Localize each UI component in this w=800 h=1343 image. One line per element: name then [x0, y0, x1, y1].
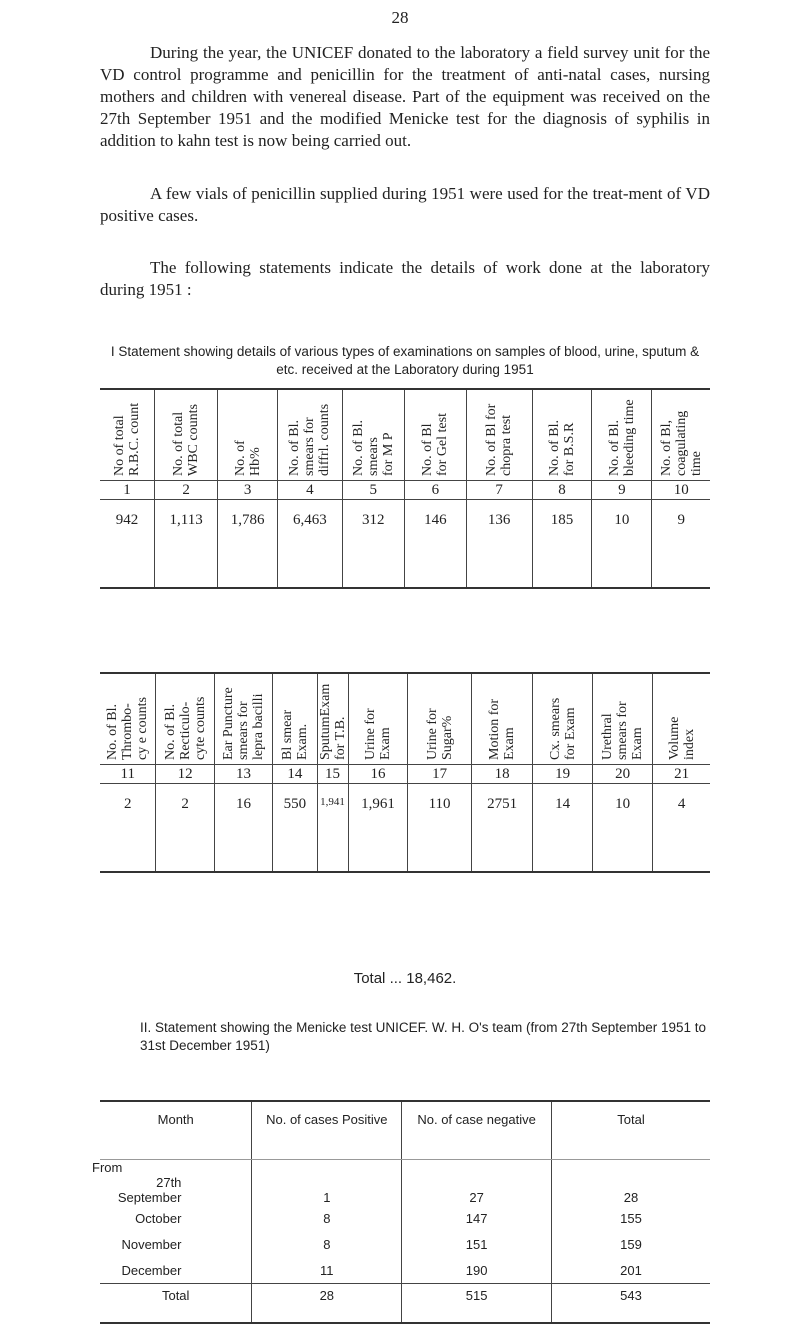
table-row	[100, 1257, 710, 1284]
total-cell: 201	[620, 1262, 642, 1278]
value-cell: 942	[100, 500, 155, 589]
paragraph-text: A few vials of penicillin supplied during 1951 were used for the treat-ment of VD positive cases.	[100, 184, 710, 225]
table-row	[100, 1205, 710, 1231]
value-cell: 10	[592, 500, 652, 589]
column-number: 9	[592, 481, 652, 500]
header-text: Ear Puncture smears for lepra bacilli	[221, 687, 267, 760]
column-header	[278, 389, 342, 481]
paragraph-penicillin	[100, 183, 710, 227]
header-text: Bl smear Exam.	[279, 709, 310, 760]
column-header-positive: No. of cases Positive	[252, 1101, 402, 1160]
column-header	[466, 389, 532, 481]
value-cell: 1,113	[155, 500, 218, 589]
positive-cell: 1	[252, 1160, 402, 1206]
from-label: From	[92, 1160, 123, 1175]
month-cell: Total	[100, 1284, 252, 1324]
paragraph-text: The following statements indicate the details of work done at the laboratory during 1951 :	[100, 258, 710, 299]
column-number: 2	[155, 481, 218, 500]
value-cell: 1,961	[348, 784, 408, 873]
paragraph-statements-intro	[100, 257, 710, 301]
negative-cell: 151	[402, 1231, 552, 1257]
statement2-table	[92, 1100, 710, 1324]
column-number: 16	[348, 765, 408, 784]
statement1-caption: I Statement showing details of various types of examinations on samples of blood, urine, sputum & etc. received at the Laboratory during 1951	[110, 344, 700, 377]
header-text: No. of Bl. bleeding time	[606, 399, 637, 476]
values-row	[100, 500, 710, 589]
header-text: Motion for Exam	[487, 698, 518, 760]
column-header	[156, 673, 214, 765]
column-number: 4	[278, 481, 342, 500]
header-row	[100, 673, 710, 765]
page-number: 28	[391, 8, 409, 27]
header-text: No. of Bl for chopra test	[484, 403, 515, 476]
column-header	[273, 673, 317, 765]
value-cell: 6,463	[278, 500, 342, 589]
positive-cell: 28	[252, 1284, 402, 1324]
month-label: 27th September	[117, 1175, 182, 1205]
value-cell: 1,941	[317, 784, 348, 873]
value-cell: 1,786	[218, 500, 278, 589]
header-text: No. of Bl. smears for diffrl. counts	[287, 403, 333, 476]
negative-cell: 27	[402, 1160, 552, 1206]
paragraph-text: During the year, the UNICEF donated to the laboratory a field survey unit for the VD control programme and penicillin for the treatment of anti-natal cases, nursing mothers and children with venereal disease. Part of the equipment was received on the 27th September 1951 and the modified Menicke test for the diagnosis of syphilis in addition to kahn test is now being carried out.	[100, 43, 710, 150]
header-text: SputumExam for T.B.	[317, 683, 348, 760]
value-cell: 2751	[471, 784, 533, 873]
header-text: No. of Bl. Thrombo- cy e counts	[105, 697, 151, 760]
column-number: 13	[214, 765, 272, 784]
column-header	[214, 673, 272, 765]
negative-cell: 147	[402, 1205, 552, 1231]
column-header	[592, 673, 652, 765]
column-number: 11	[100, 765, 156, 784]
total-cell: 28	[623, 1190, 639, 1205]
negative-cell: 515	[402, 1284, 552, 1324]
column-header	[317, 673, 348, 765]
month-cell: November	[100, 1231, 252, 1257]
table-row	[100, 1160, 710, 1206]
statement1-table-part1	[100, 388, 710, 589]
column-header	[471, 673, 533, 765]
column-header-month: Month	[100, 1101, 252, 1160]
column-number: 18	[471, 765, 533, 784]
column-header	[342, 389, 404, 481]
value-cell: 2	[100, 784, 156, 873]
column-header-total: Total	[552, 1101, 710, 1160]
column-header	[155, 389, 218, 481]
column-number: 1	[100, 481, 155, 500]
paragraph-unicef-donation	[100, 42, 710, 152]
column-number: 19	[533, 765, 593, 784]
value-cell: 312	[342, 500, 404, 589]
table-row	[100, 1231, 710, 1257]
column-number: 17	[408, 765, 471, 784]
statement1-table-part2	[100, 672, 710, 873]
positive-cell: 8	[252, 1205, 402, 1231]
total-value: 18,462.	[406, 970, 457, 987]
total-cell: 159	[620, 1236, 642, 1252]
value-cell: 14	[533, 784, 593, 873]
column-number: 15	[317, 765, 348, 784]
column-number: 7	[466, 481, 532, 500]
column-number: 10	[652, 481, 710, 500]
header-text: Cx. smears for Exam	[547, 697, 578, 760]
column-number: 5	[342, 481, 404, 500]
values-row	[100, 784, 710, 873]
total-cell: 543	[552, 1284, 710, 1324]
value-cell: 9	[677, 512, 685, 528]
column-header	[408, 673, 471, 765]
header-text: No. of Bl, coagulating time	[658, 410, 704, 476]
column-header	[100, 389, 155, 481]
header-text: Urine for Sugar%	[424, 708, 455, 760]
negative-cell: 190	[402, 1257, 552, 1284]
total-row	[100, 1284, 710, 1324]
statement2-caption: II. Statement showing the Menicke test UNICEF. W. H. O's team (from 27th September 1951 to 31st December 1951)	[140, 1020, 707, 1053]
column-number: 21	[653, 765, 710, 784]
header-text: No. of Bl. Recticulo- cyte counts	[162, 696, 208, 760]
column-number: 3	[218, 481, 278, 500]
column-number: 6	[404, 481, 466, 500]
column-header	[652, 389, 710, 481]
column-header	[348, 673, 408, 765]
total-cell: 155	[620, 1210, 642, 1226]
positive-cell: 8	[252, 1231, 402, 1257]
header-row	[100, 1101, 710, 1160]
total-dots: ...	[389, 970, 403, 987]
header-text: No of total R.B.C. count	[112, 402, 143, 476]
header-text: No. of Bl for Gel test	[420, 413, 451, 476]
header-row	[100, 389, 710, 481]
header-text: Volume index	[666, 716, 697, 760]
value-cell: 146	[404, 500, 466, 589]
column-header	[653, 673, 710, 765]
header-text: Urethral smears for Exam	[600, 701, 646, 760]
column-header	[532, 389, 592, 481]
statement1-total	[100, 970, 710, 987]
column-header	[100, 673, 156, 765]
value-cell: 136	[466, 500, 532, 589]
column-number-row	[100, 481, 710, 500]
column-number: 12	[156, 765, 214, 784]
month-cell: October	[100, 1205, 252, 1231]
value-cell: 16	[214, 784, 272, 873]
value-cell: 550	[273, 784, 317, 873]
value-cell: 2	[156, 784, 214, 873]
positive-cell: 11	[252, 1257, 402, 1284]
month-cell	[92, 1160, 252, 1206]
value-cell: 110	[408, 784, 471, 873]
month-cell: December	[100, 1257, 252, 1284]
header-text: No. of Bl. for B.S.R	[546, 420, 577, 476]
column-header	[592, 389, 652, 481]
value-cell: 10	[592, 784, 652, 873]
header-text: No. of total WBC counts	[171, 404, 202, 476]
column-number: 8	[532, 481, 592, 500]
column-number-row	[100, 765, 710, 784]
column-header-negative: No. of case negative	[402, 1101, 552, 1160]
value-cell: 4	[677, 796, 686, 812]
column-header	[533, 673, 593, 765]
total-label: Total	[353, 970, 386, 987]
header-text: Urine for Exam	[362, 708, 393, 760]
column-number: 20	[592, 765, 652, 784]
column-header	[218, 389, 278, 481]
value-cell: 185	[532, 500, 592, 589]
header-text: No. of Hb%	[232, 440, 263, 476]
header-text: No. of Bl. smears for M P	[350, 420, 396, 476]
column-header	[404, 389, 466, 481]
column-number: 14	[273, 765, 317, 784]
